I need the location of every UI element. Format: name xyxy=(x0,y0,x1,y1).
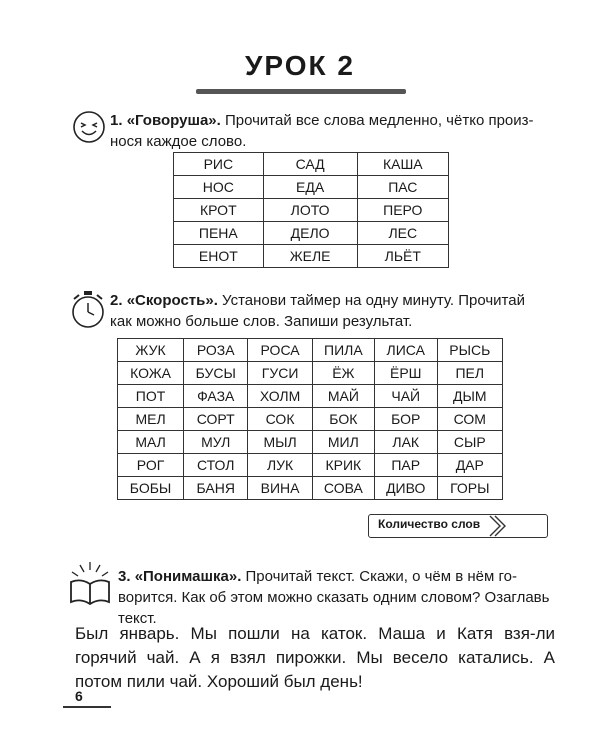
task-2-text xyxy=(110,290,550,332)
task-1-word-rows xyxy=(174,153,449,268)
task-2-word-cell: ГОРЫ xyxy=(437,477,502,500)
task-2-word-cell: РОСА xyxy=(248,339,313,362)
task-2-word-cell: ЛАК xyxy=(374,431,437,454)
task-2-word-row xyxy=(118,362,503,385)
word-count-field[interactable] xyxy=(368,514,548,538)
task-2-word-row xyxy=(118,454,503,477)
lesson-title: УРОК 2 xyxy=(245,50,355,81)
task-2-word-cell: ДИВО xyxy=(374,477,437,500)
chevron-right-icon xyxy=(488,514,508,538)
task-1-word-cell: ПЕНА xyxy=(174,222,264,245)
task-2-word-cell: МАЙ xyxy=(312,385,374,408)
task-2-word-cell: ПОТ xyxy=(118,385,184,408)
task-2-word-cell: СТОЛ xyxy=(184,454,248,477)
task-2-word-cell: ХОЛМ xyxy=(248,385,313,408)
task-2-word-cell: БАНЯ xyxy=(184,477,248,500)
task-2-word-cell: РЫСЬ xyxy=(437,339,502,362)
task-2-word-cell: РОГ xyxy=(118,454,184,477)
task-2-word-row xyxy=(118,408,503,431)
task-2-word-cell: МЕЛ xyxy=(118,408,184,431)
stopwatch-icon xyxy=(70,290,106,330)
task-3-name: «Понимашка». xyxy=(134,568,242,585)
word-count-label: Количество слов xyxy=(378,517,481,531)
task-1-word-cell: НОС xyxy=(174,176,264,199)
task-2-word-cell: МАЛ xyxy=(118,431,184,454)
task-1-word-cell: ПЕРО xyxy=(357,199,448,222)
open-book-icon xyxy=(68,560,112,608)
task-2-word-cell: ЛУК xyxy=(248,454,313,477)
task-2-word-cell: ФАЗА xyxy=(184,385,248,408)
task-2-word-cell: ЁРШ xyxy=(374,362,437,385)
task-2-word-cell: СЫР xyxy=(437,431,502,454)
task-2-word-cell: ДАР xyxy=(437,454,502,477)
task-2-word-cell: ЧАЙ xyxy=(374,385,437,408)
task-1-word-cell: ЕДА xyxy=(263,176,357,199)
task-2-word-cell: БОК xyxy=(312,408,374,431)
task-2-word-cell: КРИК xyxy=(312,454,374,477)
task-2-word-row xyxy=(118,431,503,454)
task-3-text xyxy=(118,566,550,629)
task-1-word-cell: КАША xyxy=(357,153,448,176)
task-1-text xyxy=(110,110,550,152)
task-2-word-row xyxy=(118,339,503,362)
task-1-word-cell: ЕНОТ xyxy=(174,245,264,268)
task-1-word-cell: ЛЕС xyxy=(357,222,448,245)
task-1-word-cell: ЖЕЛЕ xyxy=(263,245,357,268)
task-1-word-cell: САД xyxy=(263,153,357,176)
task-2-word-cell: ПЕЛ xyxy=(437,362,502,385)
task-2-word-cell: ВИНА xyxy=(248,477,313,500)
task-1-word-cell: ПАС xyxy=(357,176,448,199)
task-2-word-cell: ПАР xyxy=(374,454,437,477)
task-2-instruction: Установи таймер на одну минуту. Прочитай как можно больше слов. Запиши результат. xyxy=(110,292,525,330)
smiling-face-icon xyxy=(72,110,106,144)
task-1-word-cell: КРОТ xyxy=(174,199,264,222)
task-1-word-row xyxy=(174,245,449,268)
task-2-name: «Скорость». xyxy=(126,292,218,309)
page-number: 6 xyxy=(75,688,83,704)
task-2-word-cell: РОЗА xyxy=(184,339,248,362)
task-1-name: «Говоруша». xyxy=(126,112,221,129)
task-2-word-table xyxy=(117,338,503,500)
task-1-instruction: Прочитай все слова медленно, чётко произ-нося каждое слово. xyxy=(110,112,534,150)
task-2-word-cell: КОЖА xyxy=(118,362,184,385)
task-2-word-cell: МИЛ xyxy=(312,431,374,454)
task-2-word-cell: СОК xyxy=(248,408,313,431)
title-underline xyxy=(196,89,406,94)
task-1-word-row xyxy=(174,199,449,222)
reading-passage: Был январь. Мы пошли на каток. Маша и Катя взя-ли горячий чай. А я взял пирожки. Мы весело катались. А потом пили чай. Хороший был день! xyxy=(75,624,555,691)
task-2-word-cell: ЁЖ xyxy=(312,362,374,385)
task-2-word-cell: ЛИСА xyxy=(374,339,437,362)
task-2-word-cell: МУЛ xyxy=(184,431,248,454)
task-2-word-cell: СОМ xyxy=(437,408,502,431)
task-1-word-row xyxy=(174,153,449,176)
task-1-word-cell: ЛОТО xyxy=(263,199,357,222)
task-2-word-cell: МЫЛ xyxy=(248,431,313,454)
task-2-word-cell: БУСЫ xyxy=(184,362,248,385)
task-2-word-cell: ГУСИ xyxy=(248,362,313,385)
task-1-word-cell: ЛЬЁТ xyxy=(357,245,448,268)
task-2-word-cell: ЖУК xyxy=(118,339,184,362)
page-number-underline xyxy=(63,706,111,708)
task-2-word-cell: БОР xyxy=(374,408,437,431)
task-2-word-row xyxy=(118,477,503,500)
task-1-word-table xyxy=(173,152,449,268)
task-1-word-row xyxy=(174,176,449,199)
task-2-word-cell: СОВА xyxy=(312,477,374,500)
task-2-word-cell: СОРТ xyxy=(184,408,248,431)
task-2-word-cell: ДЫМ xyxy=(437,385,502,408)
task-1-word-cell: ДЕЛО xyxy=(263,222,357,245)
task-1-number: 1. xyxy=(110,112,123,129)
task-3-number: 3. xyxy=(118,568,131,585)
task-2-word-rows xyxy=(118,339,503,500)
task-1-word-row xyxy=(174,222,449,245)
task-2-number: 2. xyxy=(110,292,123,309)
task-2-word-cell: БОБЫ xyxy=(118,477,184,500)
task-3-instruction: Прочитай текст. Скажи, о чём в нём го-ворится. Как об этом можно сказать одним словом? Озаглавь текст. xyxy=(118,568,550,627)
task-2-word-row xyxy=(118,385,503,408)
task-2-word-cell: ПИЛА xyxy=(312,339,374,362)
task-1-word-cell: РИС xyxy=(174,153,264,176)
